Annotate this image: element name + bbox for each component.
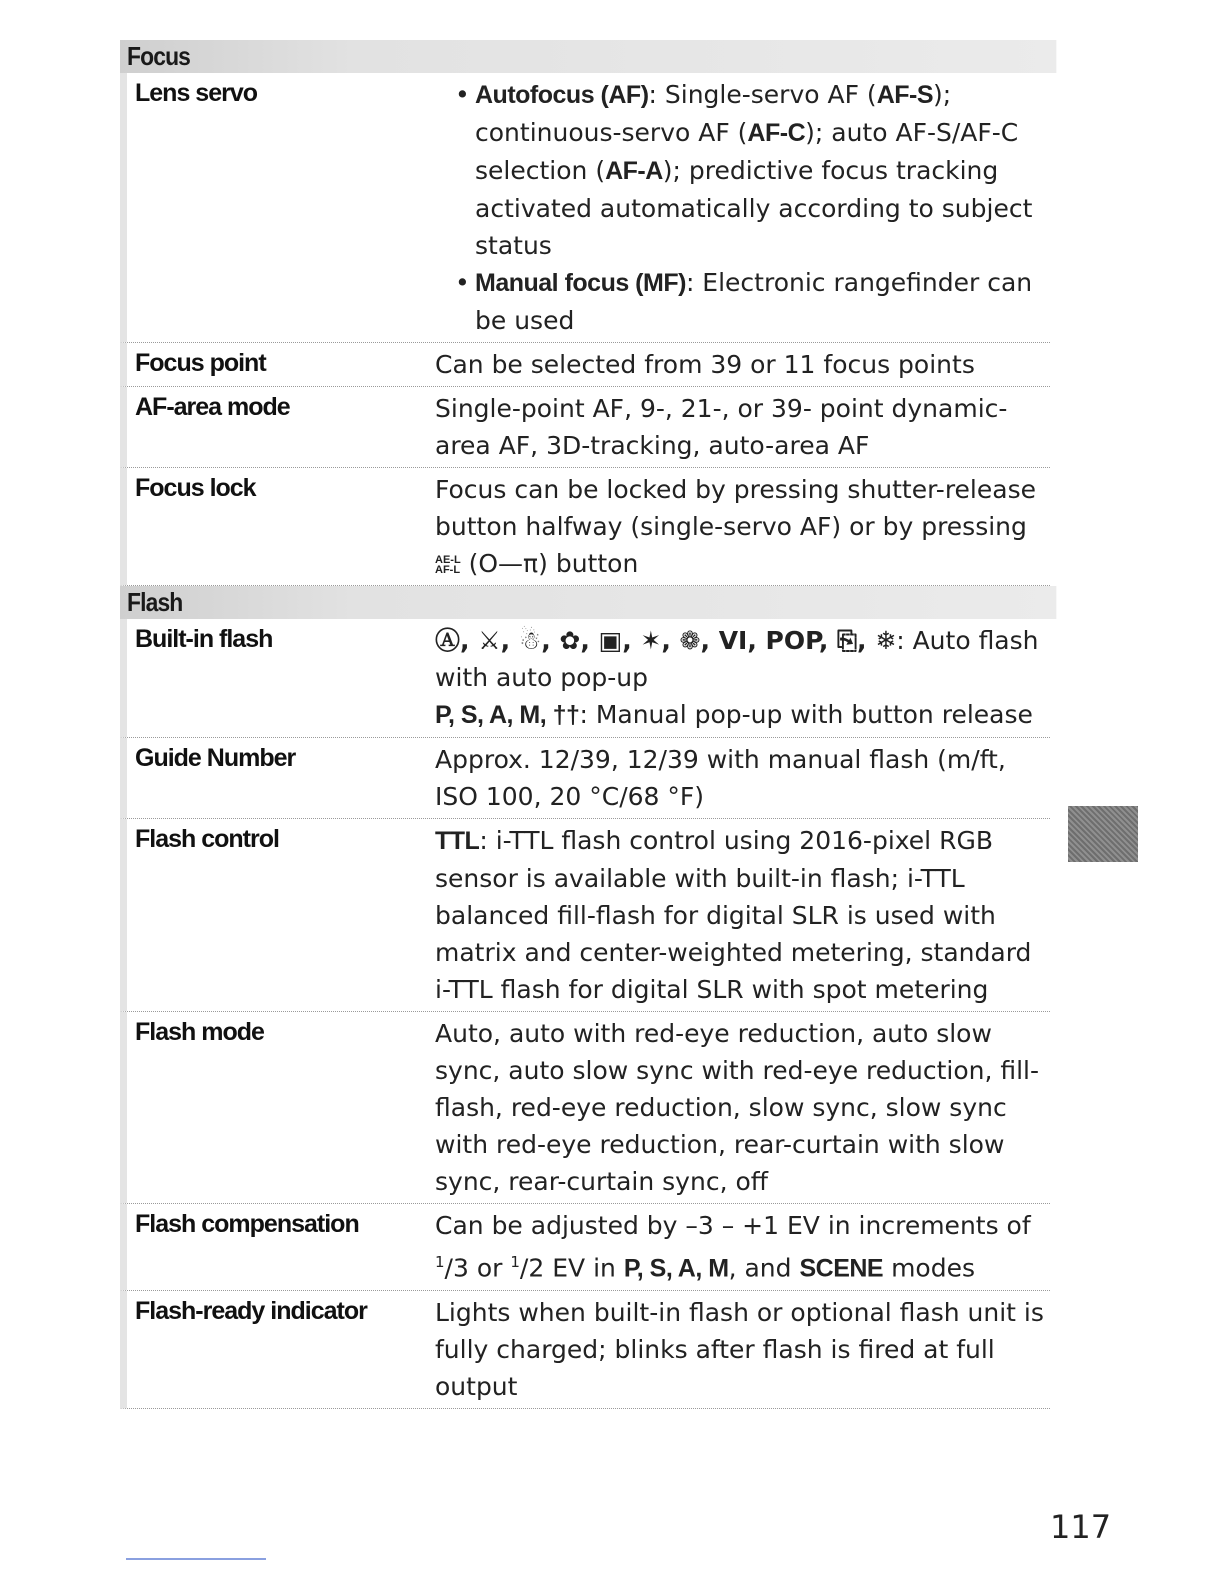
flash-control-text: : i-TTL flash control using 2016-pixel RGB sensor is available with built-in flash; i-TTL balanced fill-flash for digital SLR is used with matrix and center-weighted metering, standard i-TTL flash for digital SLR with spot metering — [435, 826, 1032, 1004]
label-flash-mode: Flash mode — [135, 1018, 264, 1046]
value-lens-servo — [425, 73, 1050, 342]
frac1-num: 1 — [435, 1253, 445, 1271]
scene-mode-icons: Ⓐ, ⚔, ☃, ✿, ▣, ✶, ❁, VI, POP, ⎘, ❄ — [435, 626, 897, 655]
label-af-area-mode: AF-area mode — [135, 393, 290, 421]
mf-text: : Electronic rangefinder can be used — [475, 268, 1033, 335]
frac2-den: /2 — [519, 1253, 545, 1283]
manual-modes: P, S, A, M, †† — [435, 701, 580, 729]
ae-l-af-l-icon — [435, 555, 461, 575]
row-guide-number — [120, 738, 1050, 819]
comp-text-1: Can be adjusted by –3 – +1 EV in increments of — [435, 1211, 1031, 1240]
label-flash-compensation: Flash compensation — [135, 1210, 359, 1238]
term-afs: AF-S — [876, 81, 934, 109]
row-flash-ready-indicator — [120, 1291, 1050, 1409]
label-focus-lock: Focus lock — [135, 474, 256, 502]
comp-text-3: modes — [891, 1253, 975, 1283]
auto-flash-text: : Auto flash with auto pop-up — [435, 626, 1039, 692]
key-icon: (O—π) — [468, 549, 548, 578]
frac2-num: 1 — [510, 1253, 520, 1271]
focus-lock-text: Focus can be locked by pressing shutter-release button halfway (single-servo AF) or by pressing — [435, 475, 1036, 541]
value-flash-compensation — [425, 1204, 1050, 1290]
label-focus-point: Focus point — [135, 349, 266, 377]
term-autofocus: Autofocus (AF) — [475, 81, 649, 109]
comp-modes: P, S, A, M — [623, 1254, 729, 1283]
label-flash-ready-indicator: Flash-ready indicator — [135, 1297, 367, 1326]
value-focus-point: Can be selected from 39 or 11 focus points — [435, 350, 975, 379]
value-guide-number: Approx. 12/39, 12/39 with manual flash (m/ft, ISO 100, 20 °C/68 °F) — [435, 745, 1006, 811]
value-focus-lock — [425, 468, 1050, 585]
label-guide-number: Guide Number — [135, 744, 296, 772]
term-afa: AF-A — [605, 157, 663, 185]
value-flash-mode: Auto, auto with red-eye reduction, auto slow sync, auto slow sync with red-eye reduction, fill-flash, red-eye reduction, slow sync, slow sync with red-eye reduction, rear-curtain with slow sync, rear-curtain sync, off — [435, 1019, 1040, 1196]
bullet-autofocus — [455, 76, 1050, 264]
aefl-bottom: AF-L — [435, 564, 461, 576]
footer-rule — [126, 1558, 266, 1560]
row-focus-lock — [120, 468, 1050, 586]
manual-popup-text: : Manual pop-up with button release — [579, 700, 1033, 729]
comp-text-2: EV in — [552, 1253, 616, 1283]
label-flash-control: Flash control — [135, 825, 279, 853]
bullet-manual-focus — [455, 264, 1050, 339]
term-ttl: TTL — [435, 827, 480, 855]
comp-and: , and — [728, 1253, 792, 1283]
term-manual-focus: Manual focus (MF) — [475, 269, 686, 297]
row-focus-point — [120, 343, 1050, 387]
spec-table — [120, 40, 1050, 1409]
af-text-4: ); predictive focus tracking activated automatically according to subject status — [475, 156, 1033, 260]
frac1-den: /3 — [444, 1253, 469, 1283]
chapter-tab — [1068, 806, 1138, 862]
section-header-flash: Flash — [120, 586, 1057, 619]
value-af-area-mode: Single-point AF, 9-, 21-, or 39- point dynamic-area AF, 3D-tracking, auto-area AF — [435, 394, 1008, 460]
label-built-in-flash: Built-in flash — [135, 625, 273, 653]
label-lens-servo: Lens servo — [135, 79, 258, 107]
comp-or: or — [476, 1253, 503, 1283]
comp-scene: SCENE — [799, 1254, 884, 1283]
section-header-focus: Focus — [120, 40, 1057, 73]
term-afc: AF-C — [747, 119, 806, 147]
row-flash-control — [120, 819, 1050, 1012]
page-number: 117 — [1050, 1508, 1112, 1546]
row-flash-mode — [120, 1012, 1050, 1204]
value-built-in-flash — [425, 619, 1050, 737]
value-flash-ready-indicator: Lights when built-in flash or optional flash unit is fully charged; blinks after flash is fired at full output — [435, 1298, 1044, 1402]
af-text-3: ); auto AF-S/AF-C selection ( — [475, 118, 1019, 185]
af-text-2: ); continuous-servo AF ( — [475, 80, 952, 147]
aefl-top: AE-L — [435, 554, 461, 566]
row-lens-servo — [120, 73, 1050, 343]
row-af-area-mode — [120, 387, 1050, 468]
value-flash-control — [425, 819, 1050, 1011]
af-text-1: : Single-servo AF ( — [648, 80, 877, 109]
row-flash-compensation — [120, 1204, 1050, 1291]
row-built-in-flash — [120, 619, 1050, 738]
focus-lock-suffix: button — [555, 549, 639, 578]
